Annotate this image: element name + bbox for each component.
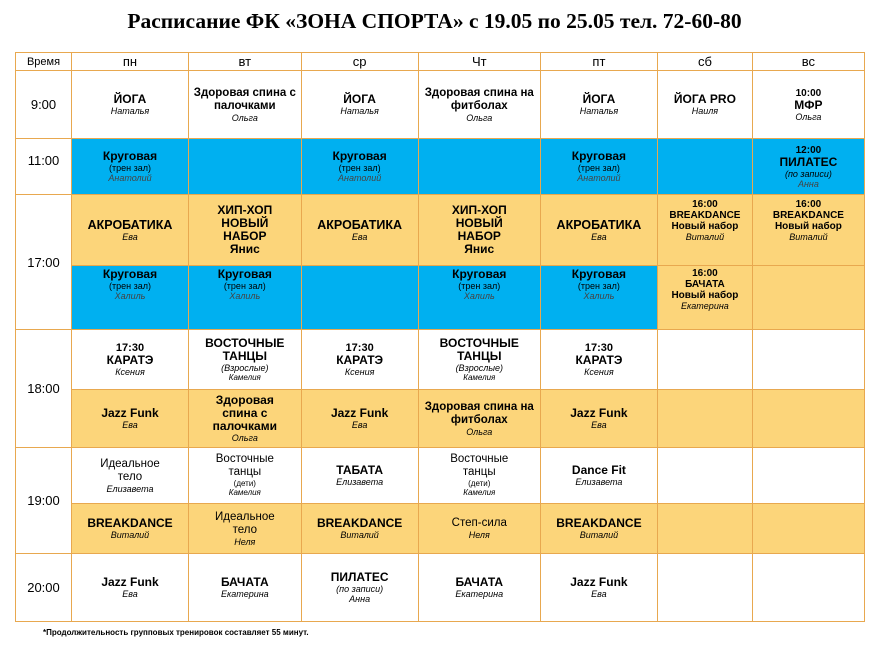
empty-cell — [752, 504, 864, 554]
trainer-name: Анна — [797, 178, 819, 189]
class-name: Здоровая спина на фитболах — [424, 400, 534, 426]
class-cell — [657, 195, 752, 266]
class-name: Идеальное тело — [100, 457, 160, 483]
class-name: BREAKDANCE — [669, 210, 741, 221]
class-cell — [301, 554, 418, 622]
class-cell — [72, 266, 189, 330]
schedule-title: Расписание ФК «ЗОНА СПОРТА» с 19.05 по 25.05 тел. 72-60-80 — [127, 9, 742, 33]
class-name: Восточные танцы — [450, 453, 509, 478]
class-cell — [72, 330, 189, 390]
trainer-name: Екатерина — [455, 589, 504, 599]
class-name: Jazz Funk — [570, 575, 628, 589]
class-name: ВОСТОЧНЫЕ ТАНЦЫ — [205, 335, 285, 363]
class-cell — [301, 504, 418, 554]
empty-cell — [752, 266, 864, 330]
trainer-name: Ева — [122, 589, 138, 599]
trainer-name: Виталий — [340, 530, 379, 540]
class-cell — [301, 139, 418, 195]
class-cell — [301, 71, 418, 139]
class-name: Здоровая спина с палочками — [212, 393, 277, 433]
trainer-name: Анна — [349, 594, 371, 604]
trainer-name: Анатолий — [577, 173, 621, 183]
class-cell — [418, 448, 540, 504]
trainer-name: Елизавета — [106, 483, 154, 494]
class-time: 10:00 — [795, 87, 822, 99]
empty-cell — [657, 554, 752, 622]
trainer-name: Анатолий — [108, 173, 152, 183]
class-cell — [752, 139, 864, 195]
class-cell — [540, 139, 657, 195]
empty-cell — [752, 448, 864, 504]
class-cell — [72, 390, 189, 448]
trainer-name: Неля — [468, 530, 490, 540]
class-name: КАРАТЭ — [336, 352, 384, 367]
trainer-name: Анатолий — [337, 173, 382, 183]
time-cell: 20:00 — [16, 554, 72, 622]
class-cell — [72, 448, 189, 504]
class-cell — [752, 195, 864, 266]
class-name: БАЧАТА — [455, 575, 504, 589]
class-name: Jazz Funk — [570, 406, 628, 420]
trainer-name: Ольга — [231, 433, 258, 443]
empty-cell — [301, 266, 418, 330]
class-name: ЙОГА — [582, 92, 616, 106]
class-cell — [189, 266, 302, 330]
class-name: Здоровая спина на фитболах — [424, 86, 534, 112]
empty-cell — [418, 139, 540, 195]
class-note: (трен зал) — [338, 163, 381, 173]
table-row — [16, 448, 865, 504]
class-name: МФР — [794, 97, 823, 112]
class-cell — [72, 504, 189, 554]
class-name: КАРАТЭ — [106, 352, 154, 367]
class-name: BREAKDANCE — [87, 516, 173, 530]
time-cell: 11:00 — [16, 139, 72, 195]
empty-cell — [752, 554, 864, 622]
trainer-name: Ксения — [584, 366, 614, 377]
class-name: BREAKDANCE — [556, 516, 642, 530]
class-cell — [418, 554, 540, 622]
class-note: (по записи) — [336, 584, 384, 594]
trainer-name: Ксения — [344, 366, 375, 377]
trainer-name: Ева — [591, 231, 607, 242]
time-cell: 9:00 — [16, 71, 72, 139]
class-cell — [301, 390, 418, 448]
class-time: 16:00 — [795, 199, 822, 210]
day-header-tue: вт — [189, 53, 302, 71]
class-cell — [72, 554, 189, 622]
trainer-name: Елизавета — [575, 477, 623, 487]
trainer-name: Екатерина — [681, 301, 729, 311]
trainer-name: Камелия — [463, 372, 496, 382]
class-cell — [540, 390, 657, 448]
trainer-name: Янис — [464, 242, 495, 256]
class-time: 16:00 — [692, 268, 718, 279]
class-cell — [540, 554, 657, 622]
empty-cell — [657, 390, 752, 448]
trainer-name: Елизавета — [336, 477, 384, 487]
class-name: Круговая — [571, 149, 627, 163]
day-header-sat: сб — [657, 53, 752, 71]
header-row — [16, 53, 865, 71]
empty-cell — [657, 504, 752, 554]
table-row — [16, 554, 865, 622]
class-cell — [301, 448, 418, 504]
class-cell — [540, 195, 657, 266]
class-note: Новый набор — [671, 221, 739, 232]
table-row — [16, 330, 865, 390]
class-name: BREAKDANCE — [316, 516, 403, 530]
class-name: Jazz Funk — [101, 406, 159, 420]
class-name: Круговая — [102, 267, 158, 281]
class-note: (трен зал) — [577, 281, 620, 291]
class-note: (трен зал) — [223, 281, 266, 291]
trainer-name: Наталья — [579, 106, 619, 116]
class-time: 17:30 — [115, 341, 145, 354]
class-name: КАРАТЭ — [575, 352, 623, 367]
trainer-name: Ева — [351, 420, 368, 430]
class-cell — [301, 330, 418, 390]
class-note: (трен зал) — [577, 163, 620, 173]
day-header-wed: ср — [301, 53, 418, 71]
class-name: ХИП-ХОП НОВЫЙ НАБОР — [217, 203, 273, 243]
class-cell — [189, 554, 302, 622]
class-cell — [189, 330, 302, 390]
class-cell — [72, 195, 189, 266]
table-row — [16, 266, 865, 330]
class-cell — [189, 195, 302, 266]
class-name: ХИП-ХОП НОВЫЙ НАБОР — [451, 203, 507, 243]
trainer-name: Наталья — [340, 106, 379, 116]
trainer-name: Халиль — [583, 291, 615, 301]
day-header-thu: Чт — [418, 53, 540, 71]
trainer-name: Наиля — [691, 106, 719, 116]
trainer-name: Камелия — [228, 488, 261, 497]
class-name: АКРОБАТИКА — [556, 217, 642, 232]
trainer-name: Ольга — [231, 112, 258, 123]
class-cell — [418, 195, 540, 266]
class-cell — [657, 71, 752, 139]
class-cell — [418, 504, 540, 554]
class-name: ПИЛАТЕС — [330, 570, 389, 584]
trainer-name: Виталий — [685, 232, 725, 242]
class-name: ВОСТОЧНЫЕ ТАНЦЫ — [439, 335, 519, 363]
class-name: АКРОБАТИКА — [317, 217, 402, 232]
class-name: ЙОГА PRO — [673, 92, 736, 106]
class-name: Идеальное тело — [215, 510, 275, 536]
class-note: (Взрослые) — [455, 362, 503, 373]
trainer-name: Виталий — [579, 530, 619, 540]
empty-cell — [752, 330, 864, 390]
class-time: 17:30 — [345, 341, 374, 354]
class-note: (Взрослые) — [221, 362, 269, 373]
class-cell — [540, 448, 657, 504]
class-name: Здоровая спина с палочками — [193, 86, 296, 112]
footnote: *Продолжительность групповых тренировок составляет 55 минут. — [43, 628, 309, 637]
class-cell — [301, 195, 418, 266]
class-name: Степ-сила — [451, 517, 507, 529]
class-cell — [418, 266, 540, 330]
class-note: Новый набор — [671, 290, 739, 301]
trainer-name: Ева — [122, 231, 138, 242]
class-cell — [418, 71, 540, 139]
class-name: ЙОГА — [113, 92, 147, 106]
time-cell: 19:00 — [16, 448, 72, 554]
day-header-fri: пт — [540, 53, 657, 71]
table-row — [16, 71, 865, 139]
class-name: Jazz Funk — [101, 575, 159, 589]
table-row — [16, 195, 865, 266]
table-row — [16, 390, 865, 448]
schedule-table — [15, 52, 865, 622]
time-cell: 17:00 — [16, 195, 72, 330]
class-time: 17:30 — [584, 341, 613, 354]
class-name: BREAKDANCE — [772, 210, 844, 221]
trainer-name: Ева — [591, 589, 607, 599]
trainer-name: Халиль — [114, 291, 146, 301]
trainer-name: Ольга — [466, 426, 493, 437]
class-name: ТАБАТА — [336, 463, 383, 477]
class-time: 12:00 — [795, 144, 822, 156]
class-name: БАЧАТА — [220, 575, 269, 589]
class-name: ЙОГА — [343, 92, 376, 106]
trainer-name: Ева — [591, 420, 607, 430]
class-name: БАЧАТА — [685, 279, 725, 290]
trainer-name: Неля — [234, 536, 256, 547]
class-cell — [189, 504, 302, 554]
trainer-name: Виталий — [110, 530, 150, 540]
class-cell — [72, 71, 189, 139]
table-row — [16, 504, 865, 554]
class-name: ПИЛАТЕС — [779, 154, 838, 169]
class-note: (дети) — [468, 479, 491, 488]
class-name: АКРОБАТИКА — [87, 217, 173, 232]
class-name: Круговая — [571, 267, 627, 281]
class-cell — [657, 266, 752, 330]
class-cell — [540, 71, 657, 139]
class-note: (трен зал) — [109, 281, 151, 291]
time-column-header: Время — [16, 53, 72, 71]
empty-cell — [657, 330, 752, 390]
trainer-name: Екатерина — [220, 589, 269, 599]
time-cell: 18:00 — [16, 330, 72, 448]
class-name: Круговая — [102, 149, 158, 163]
table-row — [16, 139, 865, 195]
trainer-name: Виталий — [789, 232, 828, 242]
class-cell — [418, 330, 540, 390]
class-note: (по записи) — [784, 168, 832, 179]
class-cell — [540, 266, 657, 330]
trainer-name: Наталья — [110, 106, 150, 116]
class-cell — [189, 71, 302, 139]
trainer-name: Ольга — [795, 111, 822, 122]
class-note: Новый набор — [774, 221, 842, 232]
trainer-name: Ева — [122, 420, 138, 430]
empty-cell — [752, 390, 864, 448]
class-cell — [72, 139, 189, 195]
class-name: Круговая — [452, 267, 507, 281]
trainer-name: Ксения — [115, 366, 145, 377]
trainer-name: Халиль — [463, 291, 495, 301]
class-cell — [540, 330, 657, 390]
class-note: (трен зал) — [109, 163, 151, 173]
trainer-name: Янис — [229, 242, 260, 256]
empty-cell — [657, 448, 752, 504]
trainer-name: Камелия — [228, 372, 261, 382]
class-cell — [540, 504, 657, 554]
class-cell — [752, 71, 864, 139]
class-name: Круговая — [332, 149, 387, 163]
trainer-name: Халиль — [229, 291, 261, 301]
class-name: Восточные танцы — [215, 453, 274, 478]
trainer-name: Ольга — [466, 112, 493, 123]
trainer-name: Камелия — [463, 488, 496, 497]
class-time: 16:00 — [692, 199, 718, 210]
empty-cell — [189, 139, 302, 195]
class-name: Круговая — [217, 267, 272, 281]
class-cell — [189, 390, 302, 448]
day-header-sun: вс — [752, 53, 864, 71]
trainer-name: Ева — [351, 231, 368, 242]
day-header-mon: пн — [72, 53, 189, 71]
class-note: (дети) — [233, 479, 256, 488]
class-name: Dance Fit — [571, 463, 626, 477]
empty-cell — [657, 139, 752, 195]
class-name: Jazz Funk — [330, 406, 389, 420]
class-cell — [189, 448, 302, 504]
class-note: (трен зал) — [458, 281, 501, 291]
class-cell — [418, 390, 540, 448]
